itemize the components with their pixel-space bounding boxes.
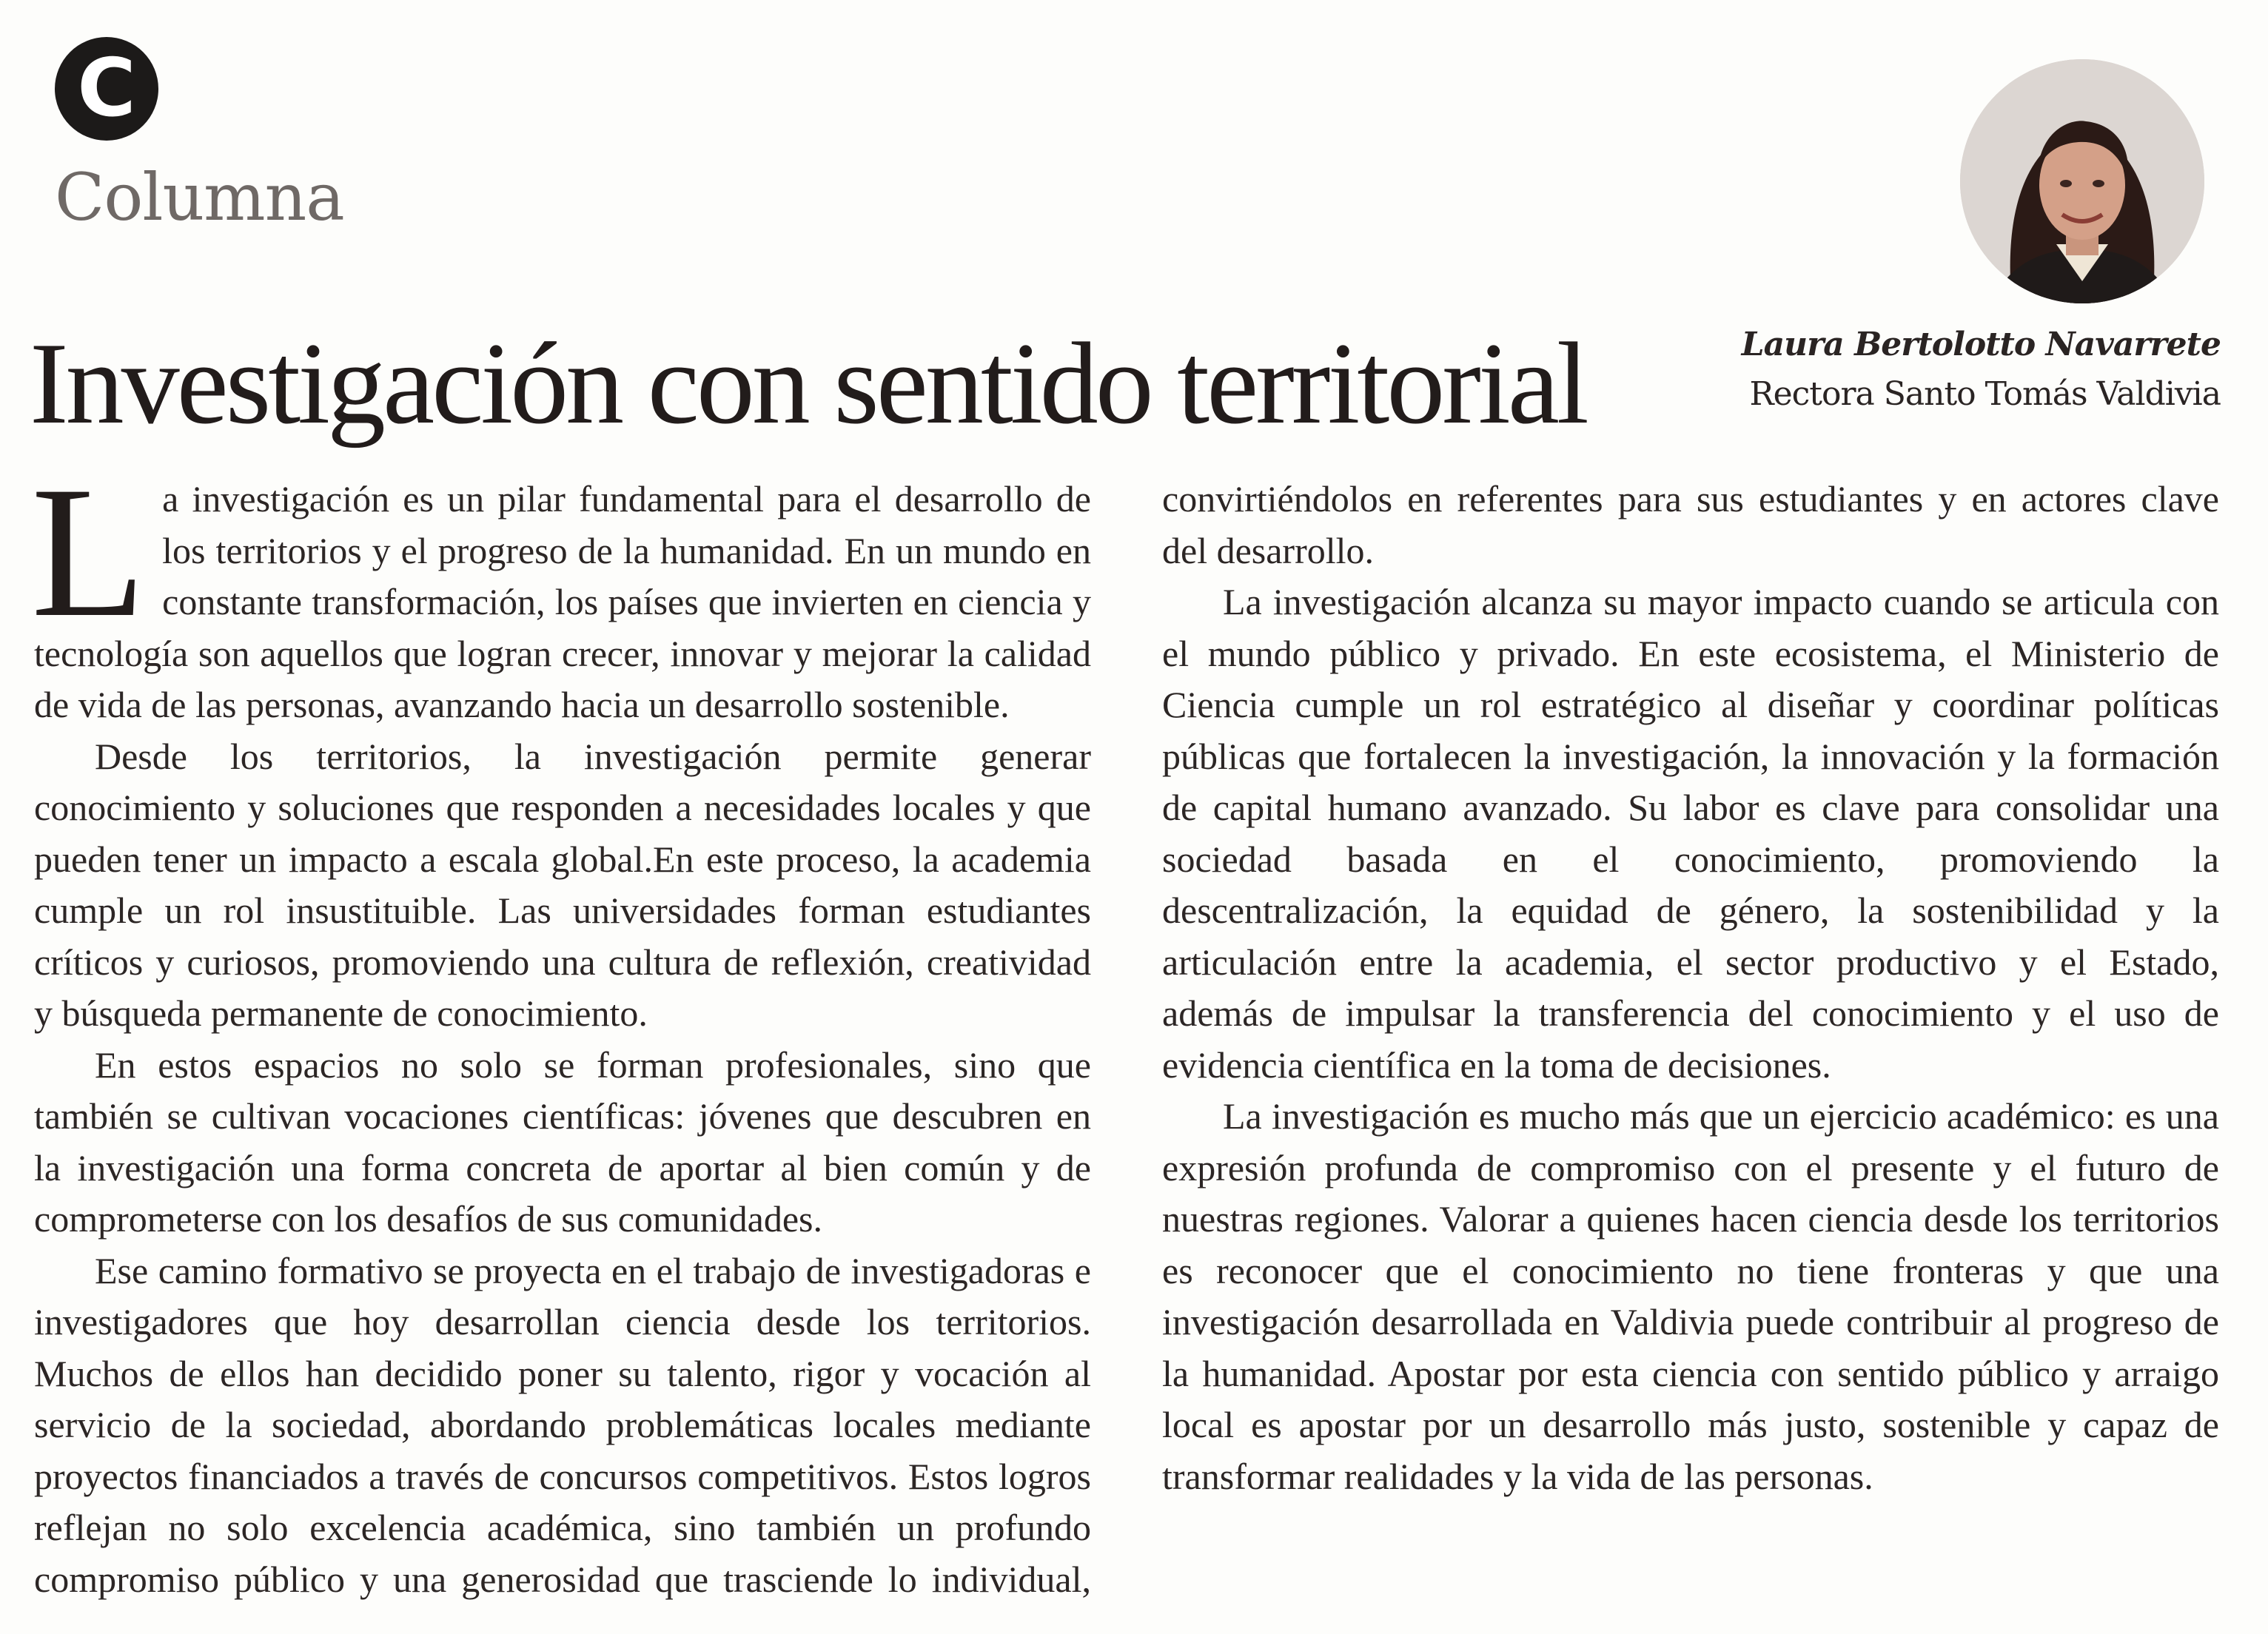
paragraph-4: Ese camino formativo se proyecta en el trabajo de investigadoras e investigadores que hoy desarrollan ciencia desde los territorios. Muchos de ellos han decidido poner su talento, rigor y vocación al servicio de la sociedad, abordando problemáticas locales mediante proyectos financiados a través de concursos competitivos. Estos logros reflejan no solo excelencia académica, sino también un profundo compromiso público y una generosidad que trasciende lo individual, convirtiéndolos en referentes para sus estudiantes y en actores clave del desarrollo.	[34, 478, 2219, 1600]
article-body	[31, 448, 2219, 1606]
section-label: Columna	[55, 159, 344, 235]
paragraph-6: La investigación es mucho más que un ejercicio académico: es una expresión profunda de compromiso con el presente y el futuro de nuestras regiones. Valorar a quienes hacen ciencia desde los territorios es reconocer que el conocimiento no tiene fronteras y que una investigación desarrollada en Valdivia puede contribuir al progreso de la humanidad. Apostar por esta ciencia con sentido público y arraigo local es apostar por un desarrollo más justo, sostenible y capaz de transformar realidades y la vida de las personas.	[1162, 1095, 2219, 1497]
paragraph-2: Desde los territorios, la investigación permite generar conocimiento y soluciones que responden a necesidades locales y que pueden tener un impacto a escala global.En este proceso, la academia cumple un rol insustituible. Las universidades forman estudiantes críticos y curiosos, promoviendo una cultura de reflexión, creatividad y búsqueda permanente de conocimiento.	[34, 735, 1091, 1034]
author-portrait-illustration	[1960, 59, 2204, 303]
headline: Investigación con sentido territorial	[30, 319, 1586, 448]
drop-cap: L	[31, 448, 147, 656]
paragraph-1-text: a investigación es un pilar fundamental para el desarrollo de los territorios y el progreso de la humanidad. En un mundo en constante transformación, los países que invierten en ciencia y tecnología son aquellos que logran crecer, innovar y mejorar la calidad de vida de las personas, avanzando hacia un desarrollo sostenible.	[34, 478, 1091, 725]
author-portrait	[1960, 59, 2204, 303]
paragraph-3: En estos espacios no solo se forman profesionales, sino que también se cultivan vocaciones científicas: jóvenes que descubren en la investigación una forma concreta de aportar al bien común y de comprometerse con los desafíos de sus comunidades.	[34, 1043, 1091, 1240]
author-byline	[1742, 326, 2221, 413]
section-badge: C	[55, 37, 158, 141]
paragraph-1	[31, 448, 1091, 731]
author-name: Laura Bertolotto Navarrete	[1741, 326, 2221, 363]
paragraph-5: La investigación alcanza su mayor impacto cuando se articula con el mundo público y privado. En este ecosistema, el Ministerio de Ciencia cumple un rol estratégico al diseñar y coordinar políticas públicas que fortalecen la investigación, la innovación y la formación de capital humano avanzado. Su labor es clave para consolidar una sociedad basada en el conocimiento, promoviendo la descentralización, la equidad de género, la sostenibilidad y la articulación entre la academia, el sector productivo y el Estado, además de impulsar la transferencia del conocimiento y el uso de evidencia científica en la toma de decisiones.	[1162, 581, 2219, 1086]
author-role: Rectora Santo Tomás Valdivia	[1749, 375, 2221, 413]
